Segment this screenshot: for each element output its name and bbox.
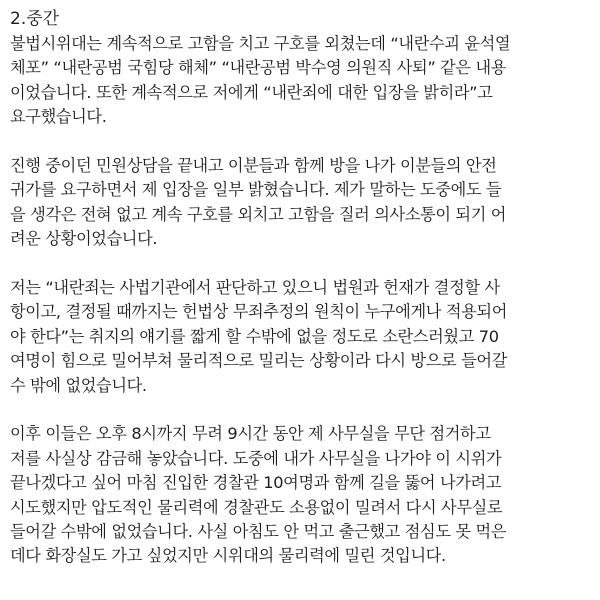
text-line: 이었습니다. 또한 계속적으로 저에게 “내란죄에 대한 입장을 밝히라”고 [10,82,493,102]
text-line: 체포” “내란공범 국힘당 해체” “내란공범 박수영 의원직 사퇴” 같은 내용 [10,58,507,78]
text-line: 이후 이들은 오후 8시까지 무려 9시간 동안 제 사무실을 무단 점거하고 [10,424,491,444]
text-line: 수 밖에 없었습니다. [10,375,147,395]
text-line: 저를 사실상 감금해 놓았습니다. 도중에 내가 사무실을 나가야 이 시위가 [10,448,502,468]
text-line: 데다 화장실도 가고 싶었지만 시위대의 물리력에 밀린 것입니다. [10,546,446,566]
text-line: 항이고, 결정될 때까지는 헌법상 무죄추정의 원칙이 누구에게나 적용되어 [10,302,507,322]
text-line: 저는 “내란죄는 사법기관에서 판단하고 있으니 법원과 헌재가 결정할 사 [10,278,500,298]
section-heading: 2.중간 [10,9,60,29]
text-line: 불법시위대는 계속적으로 고함을 치고 구호를 외쳤는데 “내란수괴 윤석열 [10,34,511,53]
text-line: 야 한다”는 취지의 얘기를 짧게 할 수밖에 없을 정도로 소란스러웠고 70 [10,326,499,346]
paragraph-3 [10,276,592,398]
text-line: 을 생각은 전혀 없고 계속 구호를 외치고 고함을 질러 의사소통이 되기 어 [10,204,507,224]
paragraph-spacer [10,130,592,154]
paragraph-4 [10,422,592,568]
text-line: 끝나겠다고 싶어 마침 진입한 경찰관 10여명과 함께 길을 뚫어 나가려고 [10,473,502,493]
paragraph-1 [10,32,592,130]
paragraph-spacer [10,398,592,422]
text-line: 시도했지만 압도적인 물리력에 경찰관도 소용없이 밀려서 다시 사무실로 [10,497,503,517]
text-line: 귀가를 요구하면서 제 입장을 일부 밝혔습니다. 제가 말하는 도중에도 들 [10,180,502,200]
paragraph-spacer [10,252,592,276]
text-line: 진행 중이던 민원상담을 끝내고 이분들과 함께 방을 나가 이분들의 안전 [10,156,497,176]
text-line: 요구했습니다. [10,107,107,127]
text-line: 려운 상황이었습니다. [10,229,158,249]
paragraph-2 [10,154,592,252]
text-line: 들어갈 수밖에 없었습니다. 사실 아침도 안 먹고 출근했고 점심도 못 먹은 [10,522,507,542]
text-line: 여명이 힘으로 밀어부쳐 물리적으로 밀리는 상황이라 다시 방으로 들어갈 [10,351,507,371]
